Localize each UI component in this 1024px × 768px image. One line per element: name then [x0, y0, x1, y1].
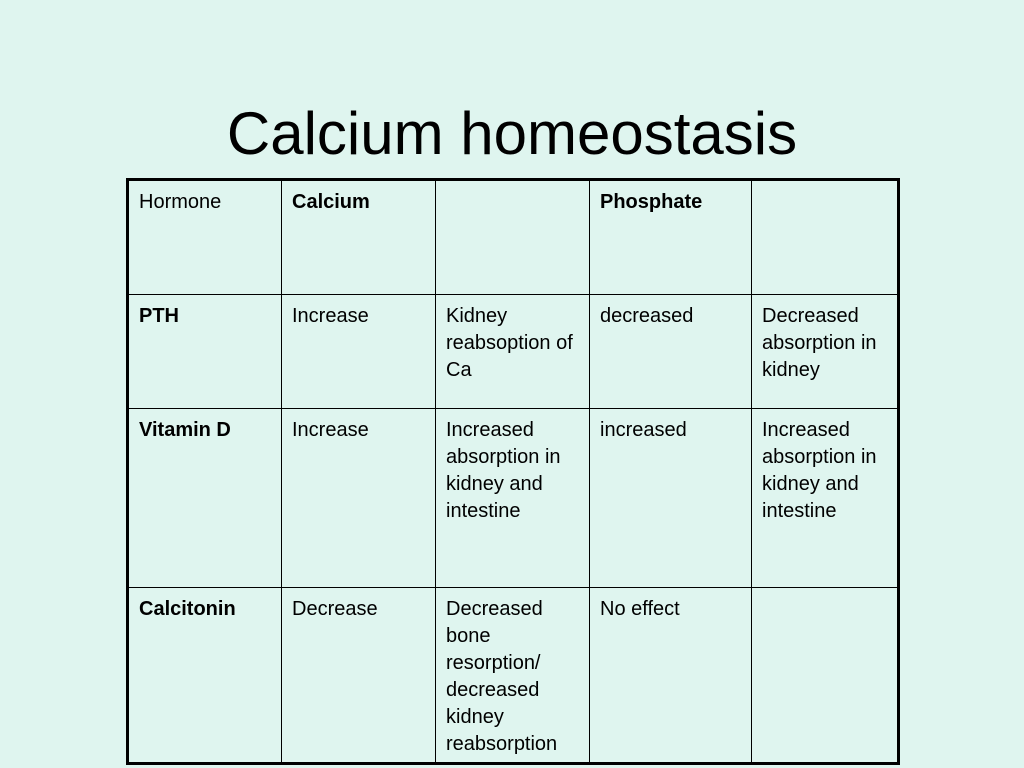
calcium-effect: Increase: [282, 409, 436, 588]
phosphate-mechanism: [752, 588, 899, 764]
calcium-mechanism: Kidney reabsoption of Ca: [436, 295, 590, 409]
slide-title: Calcium homeostasis: [226, 100, 798, 167]
header-calcium-mechanism: [436, 180, 590, 295]
hormone-name: PTH: [128, 295, 282, 409]
phosphate-mechanism: Decreased absorption in kidney: [752, 295, 899, 409]
header-calcium: Calcium: [282, 180, 436, 295]
hormone-table: [126, 178, 900, 765]
calcium-mechanism: Increased absorption in kidney and intestine: [436, 409, 590, 588]
header-phosphate-mechanism: [752, 180, 899, 295]
table-row: [128, 295, 899, 409]
phosphate-mechanism: Increased absorption in kidney and intestine: [752, 409, 899, 588]
calcium-effect: Decrease: [282, 588, 436, 764]
table-row: [128, 409, 899, 588]
table-row: [128, 588, 899, 764]
table-header-row: [128, 180, 899, 295]
phosphate-effect: decreased: [590, 295, 752, 409]
hormone-name: Vitamin D: [128, 409, 282, 588]
calcium-mechanism: Decreased bone resorption/ decreased kidney reabsorption: [436, 588, 590, 764]
hormone-name: Calcitonin: [128, 588, 282, 764]
calcium-effect: Increase: [282, 295, 436, 409]
header-phosphate: Phosphate: [590, 180, 752, 295]
phosphate-effect: increased: [590, 409, 752, 588]
phosphate-effect: No effect: [590, 588, 752, 764]
header-hormone: Hormone: [128, 180, 282, 295]
